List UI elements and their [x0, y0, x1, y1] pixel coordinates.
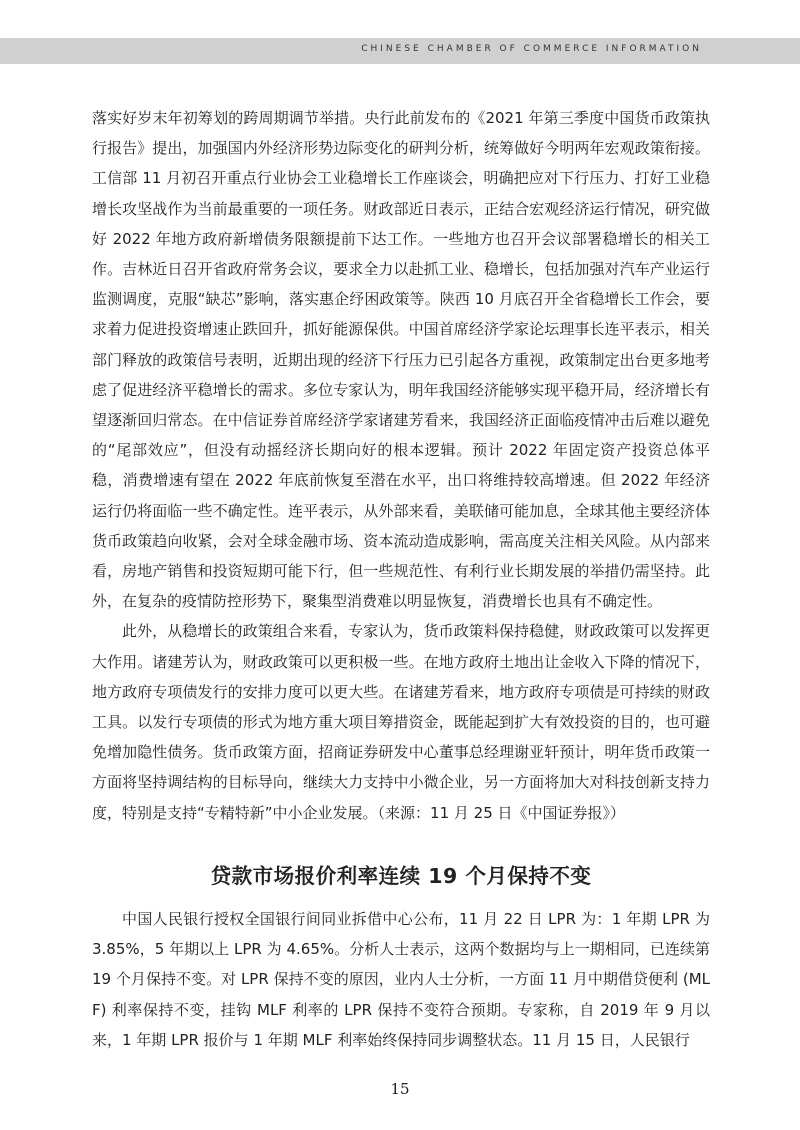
running-header: CHINESE CHAMBER OF COMMERCE INFORMATION: [361, 44, 702, 54]
article-paragraph-2: 此外，从稳增长的政策组合来看，专家认为，货币政策料保持稳健，财政政策可以发挥更大作用。诸建芳认为，财政政策可以更积极一些。在地方政府土地出让金收入下降的情况下，地方政府专项债发行的安排力度可以更大些。在诸建芳看来，地方政府专项债是可持续的财政工具。以发行专项债的形式为地方重大项目筹措资金，既能起到扩大有效投资的目的，也可避免增加隐性债务。货币政策方面，招商证券研发中心董事总经理谢亚轩预计，明年货币政策一方面将坚持调结构的目标导向，继续大力支持中小微企业，另一方面将加大对科技创新支持力度，特别是支持“专精特新”中小企业发展。（来源：11 月 25 日《中国证券报》）: [92, 622, 710, 822]
article-paragraph-1: 落实好岁末年初筹划的跨周期调节举措。央行此前发布的《2021 年第三季度中国货币政策执行报告》提出，加强国内外经济形势边际变化的研判分析，统筹做好今明两年宏观政策衔接。工信部 11 月初召开重点行业协会工业稳增长工作座谈会，明确把应对下行压力、打好工业稳增长攻坚战作为当前最重要的一项任务。财政部近日表示，正结合宏观经济运行情况，研究做好 2022 年地方政府新增债务限额提前下达工作。一些地方也召开会议部署稳增长的相关工作。吉林近日召开省政府常务会议，要求全力以赴抓工业、稳增长，包括加强对汽车产业运行监测调度，克服“缺芯”影响，落实惠企纾困政策等。陕西 10 月底召开全省稳增长工作会，要求着力促进投资增速止跌回升，抓好能源保供。中国首席经济学家论坛理事长连平表示，相关部门释放的政策信号表明，近期出现的经济下行压力已引起各方重视，政策制定出台更多地考虑了促进经济平稳增长的需求。多位专家认为，明年我国经济能够实现平稳开局，经济增长有望逐渐回归常态。在中信证券首席经济学家诸建芳看来，我国经济正面临疫情冲击后难以避免的“尾部效应”，但没有动摇经济长期向好的根本逻辑。预计 2022 年固定资产投资总体平稳，消费增速有望在 2022 年底前恢复至潜在水平，出口将维持较高增速。但 2022 年经济运行仍将面临一些不确定性。连平表示，从外部来看，美联储可能加息，全球其他主要经济体货币政策趋向收紧，会对全球金融市场、资本流动造成影响，需高度关注相关风险。从内部来看，房地产销售和投资短期可能下行，但一些规范性、有利行业长期发展的举措仍需坚持。此外，在复杂的疫情防控形势下，聚集型消费难以明显恢复，消费增长也具有不确定性。: [92, 109, 710, 611]
article-body: [92, 103, 710, 828]
section-title: 贷款市场报价利率连续 19 个月保持不变: [210, 864, 592, 888]
page-number: 15: [390, 1080, 410, 1098]
section-paragraph-1: 中国人民银行授权全国银行间同业拆借中心公布，11 月 22 日 LPR 为：1 年期 LPR 为 3.85%，5 年期以上 LPR 为 4.65%。分析人士表示，这两个数据均与上一期相同，已连续第 19 个月保持不变。对 LPR 保持不变的原因，业内人士分析，一方面 11 月中期借贷便利 (MLF) 利率保持不变，挂钩 MLF 利率的 LPR 保持不变符合预期。专家称，自 2019 年 9 月以来，1 年期 LPR 报价与 1 年期 MLF 利率始终保持同步调整状态。11 月 15 日，人民银行: [92, 910, 710, 1049]
section-body: [92, 904, 710, 1054]
